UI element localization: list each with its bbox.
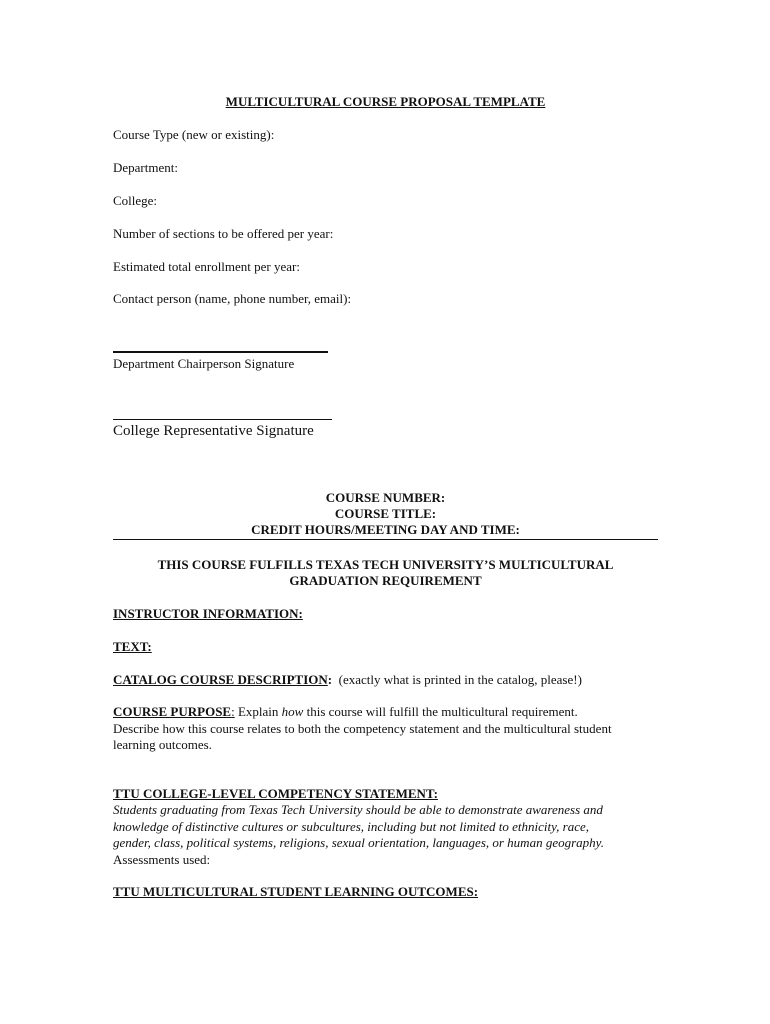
document-page xyxy=(113,0,658,1024)
competency-line-3: gender, class, political systems, religions, sexual orientation, languages, or human geography. xyxy=(113,835,604,850)
competency-statement-paragraph xyxy=(113,802,658,868)
sections-per-year-field-label: Number of sections to be offered per year: xyxy=(113,226,334,241)
course-type-field-label: Course Type (new or existing): xyxy=(113,127,275,142)
course-title-label: COURSE TITLE: xyxy=(334,506,437,521)
document-title: MULTICULTURAL COURSE PROPOSAL TEMPLATE xyxy=(225,94,546,109)
department-field-label: Department: xyxy=(113,160,178,175)
credit-hours-label: CREDIT HOURS/MEETING DAY AND TIME: xyxy=(251,522,520,537)
course-purpose-post: this course will fulfill the multicultural requirement. xyxy=(303,704,578,719)
chairperson-signature-label: Department Chairperson Signature xyxy=(113,356,295,371)
college-rep-signature-line[interactable] xyxy=(113,419,332,420)
chairperson-signature-line[interactable] xyxy=(113,351,328,353)
college-rep-signature-label: College Representative Signature xyxy=(113,423,314,439)
contact-person-field-label: Contact person (name, phone number, email): xyxy=(113,291,352,306)
requirement-line-2: GRADUATION REQUIREMENT xyxy=(289,573,482,588)
learning-outcomes-heading: TTU MULTICULTURAL STUDENT LEARNING OUTCOMES: xyxy=(113,884,479,899)
course-purpose-pre: Explain xyxy=(234,704,282,719)
catalog-description-heading: CATALOG COURSE DESCRIPTION xyxy=(113,672,328,687)
course-purpose-how: how xyxy=(281,704,304,719)
college-field-label: College: xyxy=(113,193,158,208)
requirement-statement xyxy=(113,557,658,589)
instructor-information-heading: INSTRUCTOR INFORMATION: xyxy=(113,606,303,621)
course-purpose-colon: : xyxy=(231,704,235,719)
course-purpose-heading: COURSE PURPOSE xyxy=(113,704,232,719)
assessments-used-label: Assessments used: xyxy=(113,851,211,867)
course-purpose-paragraph xyxy=(113,704,658,754)
competency-line-2: knowledge of distinctive cultures or subcultures, including but not limited to ethnicity, race, xyxy=(113,818,589,834)
catalog-description-line xyxy=(113,672,658,689)
course-purpose-line-1 xyxy=(113,704,658,721)
catalog-note: (exactly what is printed in the catalog, please!) xyxy=(338,672,582,687)
competency-statement-heading: TTU COLLEGE-LEVEL COMPETENCY STATEMENT: xyxy=(113,786,438,801)
course-purpose-line-2: Describe how this course relates to both the competency statement and the multicultural student xyxy=(113,720,612,736)
competency-line-1: Students graduating from Texas Tech University should be able to demonstrate awareness and xyxy=(113,802,603,817)
enrollment-field-label: Estimated total enrollment per year: xyxy=(113,259,300,274)
catalog-colon: : xyxy=(327,672,333,687)
requirement-line-1: THIS COURSE FULFILLS TEXAS TECH UNIVERSITY’S MULTICULTURAL xyxy=(157,557,614,572)
course-purpose-line-3: learning outcomes. xyxy=(113,737,212,752)
horizontal-rule xyxy=(113,539,658,540)
text-heading: TEXT: xyxy=(113,639,152,654)
course-number-label: COURSE NUMBER: xyxy=(325,490,446,505)
